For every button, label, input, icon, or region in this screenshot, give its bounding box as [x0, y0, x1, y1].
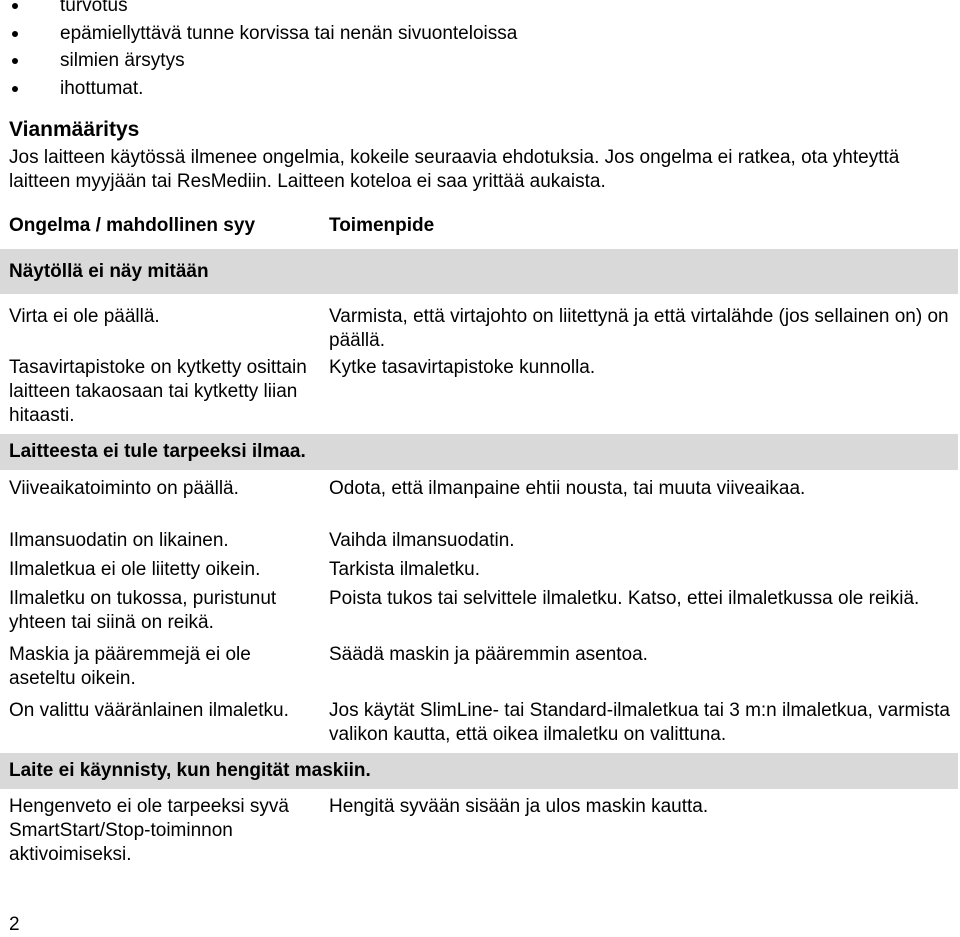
- table-row: [0, 699, 958, 753]
- action-cell: Poista tukos tai selvittele ilmaletku. Katso, ettei ilmaletkussa ole reikiä.: [329, 588, 920, 609]
- action-cell: Vaihda ilmansuodatin.: [329, 530, 515, 551]
- cause-cell: Tasavirtapistoke on kytketty osittain laitteen takaosaan tai kytketty liian hitaasti.: [9, 357, 307, 426]
- cause-cell: Hengenveto ei ole tarpeeksi syvä SmartStart/Stop-toiminnon aktivoimiseksi.: [9, 796, 289, 865]
- cause-cell: Ilmansuodatin on likainen.: [9, 530, 229, 551]
- cause-cell: Ilmaletku on tukossa, puristunut yhteen tai siinä on reikä.: [9, 588, 277, 633]
- cause-cell: Maskia ja pääremmejä ei ole aseteltu oikein.: [9, 644, 251, 689]
- table-row: [0, 789, 958, 869]
- table-row: [0, 356, 958, 434]
- list-item: silmien ärsytys: [0, 47, 517, 75]
- intro-paragraph: Jos laitteen käytössä ilmenee ongelmia, kokeile seuraavia ehdotuksia. Jos ongelma ei ratkea, ota yhteyttä laitteen myyjään tai ResMediin. Laitteen koteloa ei saa yrittää aukaista.: [9, 147, 900, 192]
- group-header: Laite ei käynnisty, kun hengität maskiin.: [0, 753, 958, 789]
- action-cell: Odota, että ilmanpaine ehtii nousta, tai muuta viiveaikaa.: [329, 478, 806, 499]
- action-cell: Jos käytät SlimLine- tai Standard-ilmaletkua tai 3 m:n ilmaletkua, varmista valikon kautta, että oikea ilmaletku on valittuna.: [329, 700, 950, 745]
- table-header: [0, 205, 958, 249]
- group-header: Laitteesta ei tule tarpeeksi ilmaa.: [0, 434, 958, 470]
- action-cell: Varmista, että virtajohto on liitettynä ja että virtalähde (jos sellainen on) on päällä.: [329, 306, 949, 351]
- cause-cell: Viiveaikatoiminto on päällä.: [9, 478, 239, 499]
- table-row: [0, 558, 958, 587]
- cause-cell: Virta ei ole päällä.: [9, 306, 160, 327]
- action-cell: Kytke tasavirtapistoke kunnolla.: [329, 357, 596, 378]
- table-row: [0, 643, 958, 699]
- troubleshooting-table: [0, 205, 958, 869]
- list-item: ihottumat.: [0, 75, 517, 103]
- action-cell: Tarkista ilmaletku.: [329, 559, 480, 580]
- bullet-icon: [12, 58, 18, 64]
- table-row: [0, 294, 958, 356]
- action-cell: Hengitä syvään sisään ja ulos maskin kautta.: [329, 796, 709, 817]
- symptom-list: [0, 0, 517, 102]
- page-number: 2: [9, 914, 20, 935]
- table-row: [0, 529, 958, 558]
- cause-cell: On valittu vääränlainen ilmaletku.: [9, 700, 289, 721]
- action-cell: Säädä maskin ja pääremmin asentoa.: [329, 644, 648, 665]
- bullet-icon: [12, 86, 18, 92]
- group-header: Näytöllä ei näy mitään: [0, 249, 958, 294]
- column-header-action: Toimenpide: [329, 215, 435, 236]
- table-row: [0, 587, 958, 643]
- section-heading: Vianmääritys: [9, 118, 140, 141]
- table-row: [0, 470, 958, 529]
- bullet-icon: [12, 3, 18, 9]
- column-header-cause: Ongelma / mahdollinen syy: [9, 215, 256, 236]
- list-item: epämiellyttävä tunne korvissa tai nenän sivuonteloissa: [0, 20, 517, 48]
- bullet-icon: [12, 31, 18, 37]
- cause-cell: Ilmaletkua ei ole liitetty oikein.: [9, 559, 261, 580]
- list-item: turvotus: [0, 0, 517, 20]
